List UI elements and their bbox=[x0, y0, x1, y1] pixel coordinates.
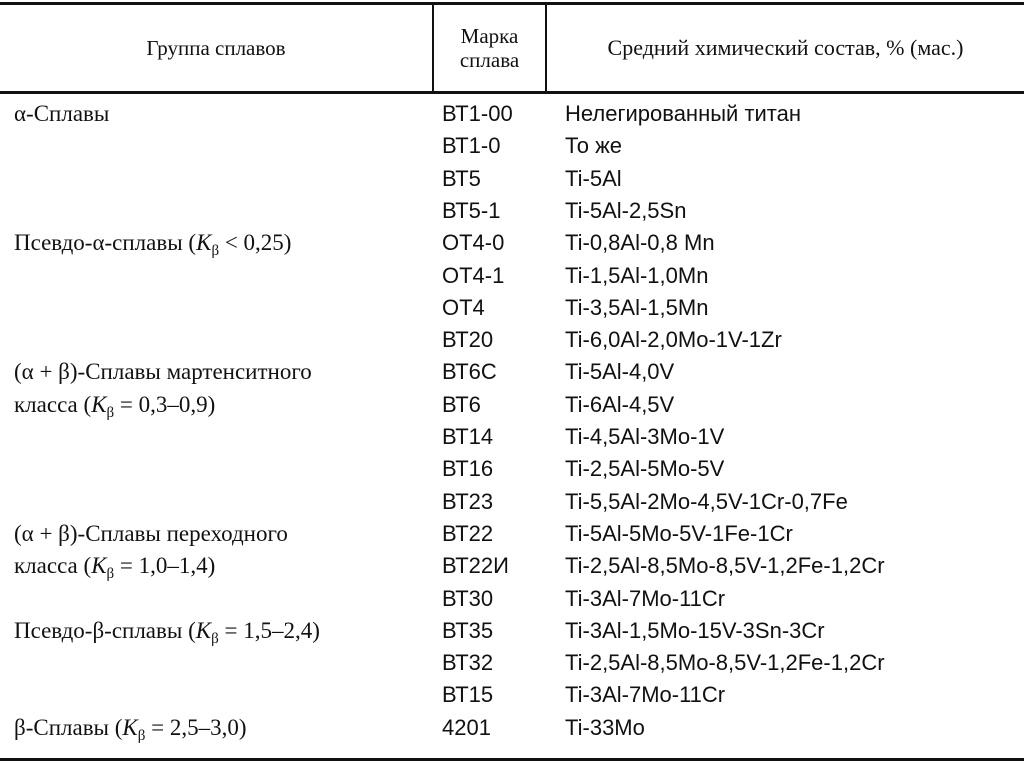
group-text-part: K bbox=[122, 714, 138, 740]
composition-cell: Нелегированный титан bbox=[565, 101, 802, 126]
grade-cell: ВТ23 bbox=[442, 488, 494, 514]
composition-cell: То же bbox=[565, 133, 623, 159]
grade-cell: ВТ1-00 bbox=[442, 101, 513, 126]
group-text-part: = 1,0–1,4) bbox=[114, 553, 216, 579]
composition-cell: Ti-3Al-7Mo-11Cr bbox=[565, 585, 726, 611]
composition-cell: Ti-33Mo bbox=[565, 714, 645, 740]
composition-cell: Ti-5Al-2,5Sn bbox=[565, 197, 687, 223]
group-text-part: класса ( bbox=[14, 391, 92, 417]
composition-cell: Ti-3,5Al-1,5Mn bbox=[565, 294, 709, 320]
group-text-part: = 2,5–3,0) bbox=[145, 714, 247, 740]
group-text-part: K bbox=[196, 230, 212, 256]
group-text-part: β bbox=[211, 630, 219, 647]
group-cell bbox=[14, 615, 320, 655]
group-cell bbox=[14, 98, 109, 130]
group-text-part: K bbox=[91, 553, 107, 579]
grade-cell: 4201 bbox=[442, 714, 491, 740]
table-bottom-rule bbox=[0, 758, 1024, 761]
header-composition bbox=[547, 5, 1024, 91]
group-text-part: (α + β)-Сплавы мартенситного bbox=[14, 359, 312, 385]
composition-cell: Ti-3Al-7Mo-11Cr bbox=[565, 682, 726, 708]
composition-cell: Ti-5Al bbox=[565, 165, 622, 191]
composition-cell: Ti-4,5Al-3Mo-1V bbox=[565, 424, 725, 449]
composition-cell: Ti-6Al-4,5V bbox=[565, 391, 675, 417]
group-cell bbox=[14, 550, 215, 590]
group-text-part: Псевдо-α-сплавы ( bbox=[14, 230, 197, 256]
grade-cell: ОТ4-0 bbox=[442, 230, 505, 256]
group-text-part: Псевдо-β-сплавы ( bbox=[14, 617, 196, 643]
grade-cell: ВТ22 bbox=[442, 520, 494, 546]
group-text-part: = 1,5–2,4) bbox=[218, 617, 320, 643]
grade-cell: ВТ5-1 bbox=[442, 197, 501, 223]
grade-cell: ВТ15 bbox=[442, 682, 494, 708]
group-text-part: β bbox=[211, 243, 220, 260]
group-text-part: K bbox=[195, 617, 212, 643]
grade-cell: ВТ14 bbox=[442, 424, 494, 449]
header-group-label: Группа сплавов bbox=[146, 36, 286, 60]
group-text-part: β bbox=[106, 404, 115, 421]
composition-cell: Ti-5Al-5Mo-5V-1Fe-1Cr bbox=[565, 520, 793, 546]
grade-cell: ВТ1-0 bbox=[442, 133, 501, 159]
grade-cell: ВТ16 bbox=[442, 456, 494, 482]
grade-cell: ВТ20 bbox=[442, 327, 494, 353]
group-cell bbox=[14, 356, 312, 388]
composition-cell: Ti-2,5Al-8,5Mo-8,5V-1,2Fe-1,2Cr bbox=[565, 553, 885, 579]
grade-cell: ВТ6С bbox=[442, 359, 497, 385]
header-rule bbox=[0, 91, 1024, 94]
header-composition-label: Средний химический состав, % (мас.) bbox=[607, 35, 964, 60]
group-cell bbox=[14, 712, 247, 752]
composition-cell: Ti-5Al-4,0V bbox=[565, 359, 675, 385]
group-text-part: β bbox=[106, 566, 115, 583]
grade-cell: ВТ22И bbox=[442, 553, 509, 579]
group-text-part: α-Сплавы bbox=[14, 101, 110, 126]
group-text-part: β bbox=[137, 727, 146, 744]
group-text-part: K bbox=[91, 391, 107, 417]
grade-cell: ОТ4-1 bbox=[442, 262, 505, 288]
header-grade bbox=[434, 5, 545, 91]
composition-cell: Ti-0,8Al-0,8 Mn bbox=[565, 230, 715, 256]
group-cell bbox=[14, 389, 215, 429]
grade-cell: ВТ6 bbox=[442, 391, 481, 417]
composition-cell: Ti-5,5Al-2Mo-4,5V-1Cr-0,7Fe bbox=[565, 488, 848, 514]
group-text-part: класса ( bbox=[14, 553, 92, 579]
group-cell bbox=[14, 518, 288, 550]
composition-cell: Ti-2,5Al-8,5Mo-8,5V-1,2Fe-1,2Cr bbox=[565, 650, 885, 676]
grade-cell: ВТ35 bbox=[442, 617, 494, 643]
composition-cell: Ti-6,0Al-2,0Mo-1V-1Zr bbox=[565, 327, 782, 353]
group-text-part: (α + β)-Сплавы переходного bbox=[14, 520, 288, 546]
composition-cell: Ti-3Al-1,5Mo-15V-3Sn-3Cr bbox=[565, 617, 825, 643]
header-group bbox=[0, 5, 432, 91]
composition-cell: Ti-2,5Al-5Mo-5V bbox=[565, 456, 725, 482]
grade-cell: ОТ4 bbox=[442, 294, 485, 320]
grade-cell: ВТ32 bbox=[442, 650, 494, 676]
group-text-part: β-Сплавы ( bbox=[14, 714, 123, 740]
group-text-part: < 0,25) bbox=[219, 230, 292, 256]
group-cell bbox=[14, 227, 291, 267]
grade-cell: ВТ30 bbox=[442, 585, 494, 611]
grade-cell: ВТ5 bbox=[442, 165, 481, 191]
composition-cell: Ti-1,5Al-1,0Mn bbox=[565, 262, 709, 288]
header-grade-line2: сплава bbox=[459, 48, 520, 72]
header-grade-line1: Марка bbox=[460, 24, 519, 48]
group-text-part: = 0,3–0,9) bbox=[114, 391, 216, 417]
